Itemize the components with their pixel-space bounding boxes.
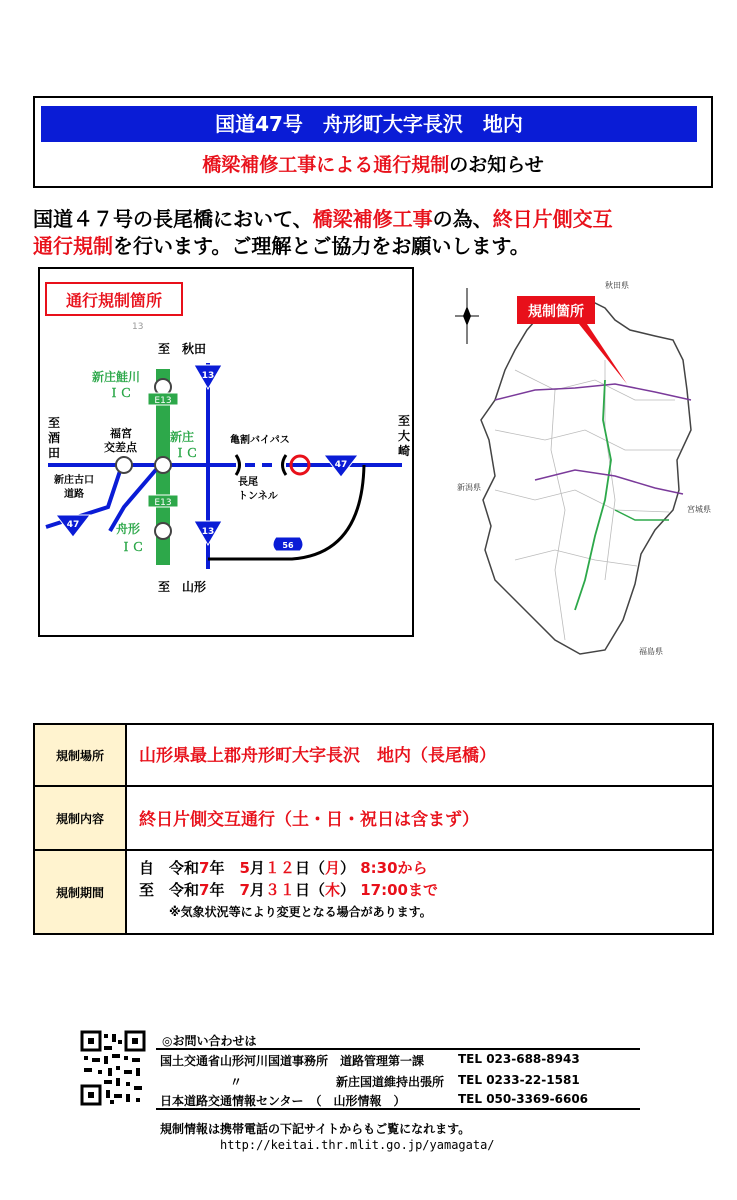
label-shinjo-sakegawa-ic: ＩＣ xyxy=(108,386,133,400)
label-kamiwari-bypass: 亀割バイパス xyxy=(230,435,290,446)
period-text: １２ xyxy=(264,859,295,877)
label-nagao-tunnel: トンネル xyxy=(238,491,278,502)
label-miyagi-ken: 宮城県 xyxy=(687,505,711,514)
period-text: 木 xyxy=(324,881,340,899)
label-funagata-ic: ＩＣ xyxy=(120,540,145,554)
contact-line-2-org: 新庄国道維持出張所 xyxy=(336,1075,445,1089)
table-row xyxy=(35,851,712,933)
period-text: 17:00まで xyxy=(360,881,438,899)
row-label: 規制内容 xyxy=(35,787,127,849)
row-value-content: 終日片側交互通行（土・日・祝日は含まず） xyxy=(139,810,479,830)
label-niigata-ken: 新潟県 xyxy=(457,483,481,492)
label-shinjo-ic: ＩＣ xyxy=(174,446,199,460)
period-text: 自 令和 xyxy=(139,859,200,877)
tunnel-west-portal xyxy=(236,455,240,475)
contact-footer-note: 規制情報は携帯電話の下記サイトからもご覧になれます。 xyxy=(160,1122,471,1136)
notice-part: を行います。ご理解とご協力をお願いします。 xyxy=(113,234,530,258)
label-fukumiya: 交差点 xyxy=(104,441,137,454)
contact-line-2-tel[interactable]: TEL 0233-22-1581 xyxy=(458,1073,580,1087)
label-shinjo-sakegawa-ic: 新庄鮭川 xyxy=(92,370,141,384)
label-to-sakata: 田 xyxy=(48,446,61,460)
qr-code-icon xyxy=(80,1030,146,1106)
notice-part: 通行規制 xyxy=(33,234,113,258)
label-to-osaki: 大 xyxy=(398,429,411,443)
period-to xyxy=(139,879,438,901)
funagata-ic-marker xyxy=(155,523,171,539)
route-56-shield-label: 56 xyxy=(282,541,294,550)
period-text: 至 令和 xyxy=(139,881,200,899)
label-akita-ken: 秋田県 xyxy=(605,281,629,290)
label-fukumiya: 福宮 xyxy=(110,427,132,440)
route-map-title: 通行規制箇所 xyxy=(65,291,163,310)
e13-sign-label: E13 xyxy=(154,396,172,406)
label-nagao-tunnel: 長尾 xyxy=(238,477,258,488)
period-text: 8:30から xyxy=(360,859,428,877)
contact-heading: ◎お問い合わせは xyxy=(162,1034,257,1048)
route-13-shield-label: 13 xyxy=(201,527,215,537)
compass-icon xyxy=(455,288,479,344)
route-47-shield-label: 47 xyxy=(334,460,348,470)
contact-divider xyxy=(156,1048,640,1050)
table-row xyxy=(35,725,712,787)
contact-line-1-org: 国土交通省山形河川国道事務所 道路管理第一課 xyxy=(160,1054,425,1068)
period-text: 年 xyxy=(209,881,240,899)
label-to-sakata: 酒 xyxy=(48,431,61,445)
fukumiya-junction-marker xyxy=(116,457,132,473)
label-to-osaki: 至 xyxy=(398,414,411,428)
bypass-dash xyxy=(245,463,255,467)
row-label: 規制期間 xyxy=(35,851,127,933)
label-shinjo-furukuchi: 新庄古口 xyxy=(54,475,94,486)
label-to-yamagata: 至 山形 xyxy=(158,580,207,594)
period-text: 月 xyxy=(249,859,265,877)
notice-part: 終日片側交互 xyxy=(492,207,613,231)
header-subtitle xyxy=(35,150,711,177)
subtitle-red: 橋梁補修工事による通行規制 xyxy=(202,154,450,176)
yamagata-outline xyxy=(481,298,691,654)
period-text: 7 xyxy=(199,881,210,899)
label-to-sakata: 至 xyxy=(48,416,61,430)
faint-13: 13 xyxy=(132,322,144,332)
period-from xyxy=(139,857,438,879)
row-value-location: 山形県最上郡舟形町大字長沢 地内（長尾橋） xyxy=(139,746,496,766)
contact-divider xyxy=(156,1108,640,1110)
tunnel-east-portal xyxy=(283,455,287,475)
notice-part: の為、 xyxy=(432,207,493,231)
period-text: 月 xyxy=(249,881,265,899)
contact-line-3-tel[interactable]: TEL 050-3369-6606 xyxy=(458,1092,589,1106)
contact-line-2-ditto: 〃 xyxy=(230,1075,243,1089)
period-text: 月 xyxy=(324,859,340,877)
route-map-svg xyxy=(40,269,412,635)
notice-part: 橋梁補修工事 xyxy=(312,207,433,231)
contact-line-3-org: 日本道路交通情報センター （ 山形情報 ） xyxy=(160,1094,406,1108)
label-fukushima-ken: 福島県 xyxy=(639,647,663,656)
route-map xyxy=(38,267,414,637)
qr-code[interactable] xyxy=(80,1030,146,1106)
shinjo-ic-marker xyxy=(155,457,171,473)
label-funagata-ic: 舟形 xyxy=(116,522,141,536)
period-text: ３１ xyxy=(264,881,295,899)
notice-paragraph xyxy=(33,206,723,260)
period-text: 7 xyxy=(239,881,250,899)
label-shinjo-ic: 新庄 xyxy=(170,430,195,444)
info-table xyxy=(33,723,714,935)
period-text: 5 xyxy=(239,859,250,877)
header-title: 国道47号 舟形町大字長沢 地内 xyxy=(41,106,697,142)
period-text: 日（ xyxy=(294,881,325,899)
label-to-akita: 至 秋田 xyxy=(158,342,207,356)
period-note: ※気象状況等により変更となる場合があります。 xyxy=(169,905,432,919)
contact-footer-url[interactable]: http://keitai.thr.mlit.go.jp/yamagata/ xyxy=(220,1138,495,1152)
label-shinjo-furukuchi: 道路 xyxy=(64,489,84,500)
route-47-shield-label: 47 xyxy=(66,520,80,530)
period-text: ） xyxy=(339,859,355,877)
prefecture-map xyxy=(455,280,725,670)
header-box xyxy=(33,96,713,188)
subtitle-black: のお知らせ xyxy=(449,154,544,176)
period-text: 7 xyxy=(199,859,210,877)
callout-label: 規制箇所 xyxy=(528,304,584,320)
e13-sign-label: E13 xyxy=(154,498,172,508)
period-text: 日（ xyxy=(294,859,325,877)
table-row xyxy=(35,787,712,851)
contact-area xyxy=(80,1030,660,1190)
period-value xyxy=(139,857,438,923)
route-47-road-west xyxy=(48,463,236,467)
period-text: 年 xyxy=(209,859,240,877)
row-label: 規制場所 xyxy=(35,725,127,785)
notice-part: 国道４７号の長尾橋において、 xyxy=(33,207,313,231)
bypass-dash xyxy=(262,463,272,467)
label-to-osaki: 崎 xyxy=(398,444,411,458)
period-text: ） xyxy=(339,881,355,899)
contact-line-1-tel[interactable]: TEL 023-688-8943 xyxy=(458,1052,580,1066)
route-13-shield-label: 13 xyxy=(201,371,215,381)
